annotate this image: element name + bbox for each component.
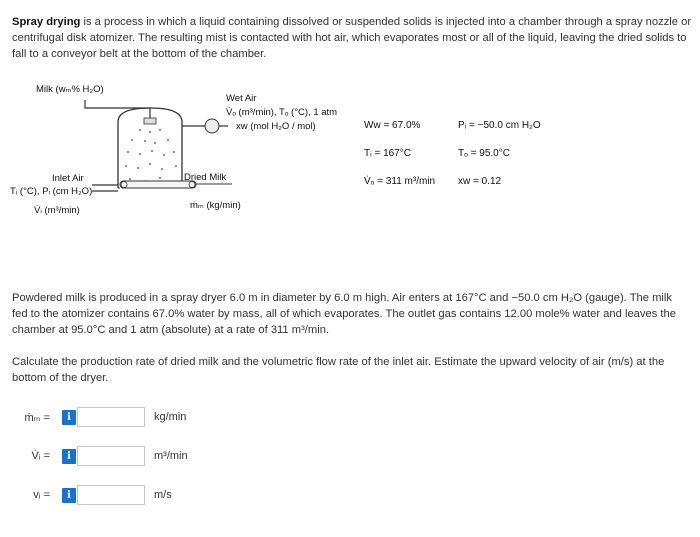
param-to: Tₒ = 95.0°C bbox=[458, 148, 510, 159]
vi-flow-answer-input[interactable] bbox=[77, 446, 145, 466]
answer-row-vi-flow bbox=[10, 446, 310, 470]
answer-unit-mdot: kg/min bbox=[154, 411, 187, 423]
answer-label-mdot: ṁₘ = bbox=[24, 412, 50, 424]
intro-text: is a process in which a liquid containing dissolved or suspended solids is injected into a chamber through a spray nozzle or centrifugal disk atomizer. The resulting mist is contacted with hot air, which evaporates most or all of the liquid, leaving the dried solids to fall to a conveyor belt at the bottom of the chamber. bbox=[12, 16, 692, 60]
milk-feed-label: Milk (wₘ% H₂O) bbox=[36, 84, 104, 95]
info-icon[interactable]: i bbox=[62, 488, 76, 503]
question-text: Calculate the production rate of dried milk and the volumetric flow rate of the inlet air. Estimate the upward velocity of air (m/s) at the bottom of the dryer. bbox=[12, 356, 665, 384]
inlet-flow-label: V̇ᵢ (m³/min) bbox=[34, 205, 80, 216]
atomizer-nozzle bbox=[144, 118, 156, 124]
dried-milk-flow-label: ṁₘ (kg/min) bbox=[190, 200, 241, 211]
param-pi: Pᵢ = −50.0 cm H₂O bbox=[458, 120, 541, 131]
answer-unit-velocity: m/s bbox=[154, 489, 172, 501]
answer-label-velocity: vᵢ = bbox=[33, 489, 50, 501]
answer-label-vi-flow: V̇ᵢ = bbox=[31, 450, 50, 462]
mdot-answer-input[interactable] bbox=[77, 407, 145, 427]
wet-air-composition-label: xw (mol H₂O / mol) bbox=[236, 121, 316, 132]
answer-row-mdot bbox=[10, 407, 310, 431]
info-icon[interactable]: i bbox=[62, 449, 76, 464]
inlet-conditions-label: Tᵢ (°C), Pᵢ (cm H₂O) bbox=[10, 186, 93, 197]
param-vo: V̇ₒ = 311 m³/min bbox=[364, 176, 436, 187]
answer-unit-vi-flow: m³/min bbox=[154, 450, 188, 462]
dried-milk-label: Dried Milk bbox=[184, 172, 227, 183]
inlet-air-label: Inlet Air bbox=[52, 173, 84, 184]
info-icon[interactable]: i bbox=[62, 410, 76, 425]
intro-paragraph bbox=[12, 14, 692, 62]
spray-mist bbox=[125, 129, 177, 183]
wet-air-title: Wet Air bbox=[226, 93, 257, 104]
milk-feed-line bbox=[85, 100, 150, 122]
intro-bold-term: Spray drying bbox=[12, 16, 81, 28]
spray-dryer-drawing bbox=[0, 78, 700, 248]
exhaust-fan bbox=[205, 119, 219, 133]
velocity-answer-input[interactable] bbox=[77, 485, 145, 505]
spray-dryer-diagram bbox=[0, 78, 700, 248]
param-ww: Ww = 67.0% bbox=[364, 120, 421, 131]
param-xw: xw = 0.12 bbox=[458, 176, 502, 187]
wet-air-flow-label: V̇ₒ (m³/min), Tₒ (°C), 1 atm bbox=[226, 107, 338, 118]
param-ti: Tᵢ = 167°C bbox=[364, 148, 411, 159]
problem-statement: Powdered milk is produced in a spray dryer 6.0 m in diameter by 6.0 m high. Air enters at 167°C and −50.0 cm H₂O (gauge). The milk fed to the atomizer contains 67.0% water by mass, all of which evaporates. The outlet gas contains 12.00 mole% water and leaves the chamber at 95.0°C and 1 atm (absolute) at a rate of 311 m³/min. bbox=[12, 292, 676, 336]
answer-row-velocity bbox=[10, 485, 310, 509]
